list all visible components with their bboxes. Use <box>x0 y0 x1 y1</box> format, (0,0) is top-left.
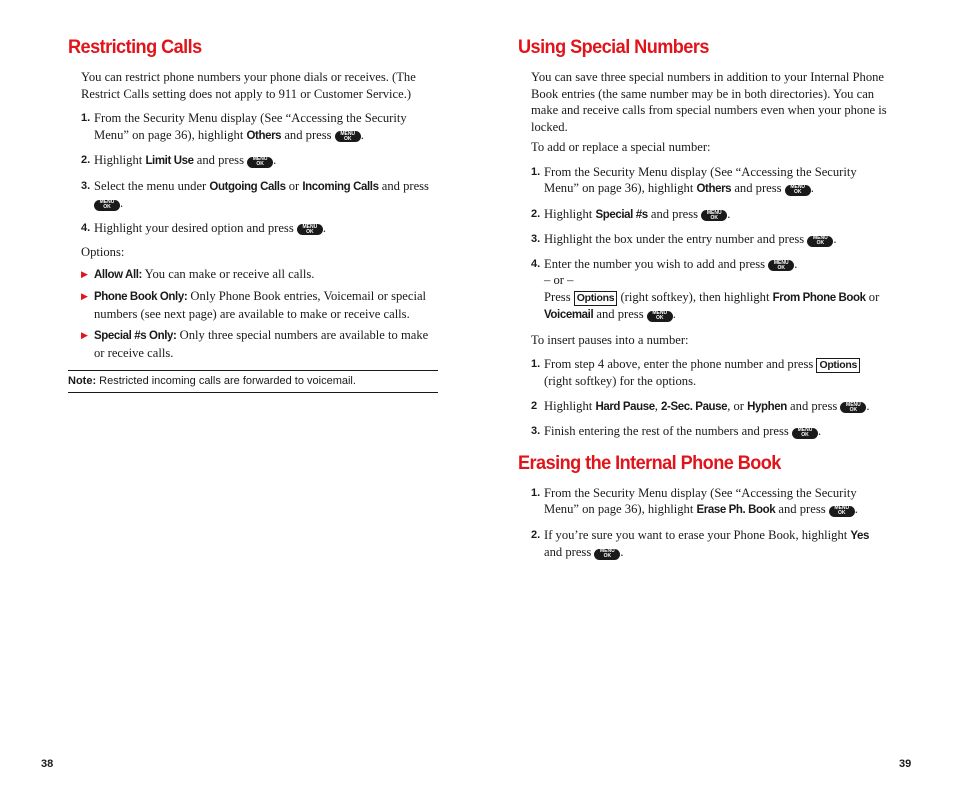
page-number-left: 38 <box>41 758 54 770</box>
note-box <box>68 370 438 393</box>
special-intro: You can save three special numbers in addition to your Internal Phone Book entries (the same number may be in both directories). You can make and receive calls from special numbers even when your phone is locked. <box>531 70 887 134</box>
pause-step-1: 1. From step 4 above, enter the phone number and press Options (right softkey) for the options. <box>518 356 888 390</box>
section-title-restricting-calls: Restricting Calls <box>68 36 202 58</box>
right-column <box>518 36 888 561</box>
menu-ok-key-icon: MENU OK <box>647 311 673 322</box>
option-allow-all: ▶ Allow All: You can make or receive all calls. <box>81 266 315 281</box>
menu-ok-key-icon: MENU OK <box>247 157 273 168</box>
triangle-bullet-icon: ▶ <box>81 291 88 301</box>
menu-ok-key-icon: MENU OK <box>94 200 120 211</box>
options-label: Options: <box>81 245 125 259</box>
menu-ok-key-icon: MENU OK <box>768 260 794 271</box>
restrict-step-3: 3. Select the menu under Outgoing Calls or Incoming Calls and press MENU OK . <box>81 178 429 210</box>
erase-step-2: 2. If you’re sure you want to erase your Phone Book, highlight Yes and press MENU OK . <box>531 527 870 559</box>
add-step-3: 3. Highlight the box under the entry number and press MENU OK . <box>531 232 837 246</box>
erase-step-1: 1. From the Security Menu display (See “Accessing the Security Menu” on page 36), highlight Erase Ph. Book and press MENU OK . <box>531 485 858 516</box>
page-number-right: 39 <box>899 758 912 770</box>
menu-ok-key-icon: MENU OK <box>807 236 833 247</box>
add-step-2: 2. Highlight Special #s and press MENU OK . <box>531 206 731 221</box>
option-phone-book-only: ▶ Phone Book Only: Only Phone Book entries, Voicemail or special numbers (see next page) are available to make or receive calls. <box>81 289 427 321</box>
menu-item-incoming-calls: Incoming Calls <box>302 180 379 193</box>
triangle-bullet-icon: ▶ <box>81 268 88 279</box>
menu-ok-key-icon: MENU OK <box>785 185 811 196</box>
pause-step-3: 3. Finish entering the rest of the numbers and press MENU OK . <box>531 424 822 438</box>
note-label: Note: <box>68 375 97 387</box>
step-number: 4. <box>81 221 91 234</box>
menu-ok-key-icon: MENU OK <box>335 131 361 142</box>
left-column <box>68 36 438 393</box>
add-step-4: 4. Enter the number you wish to add and press MENU OK . – or – Press Options (right softkey), then highlight From Phone Book or Voicemail and press MENU OK . <box>531 256 880 321</box>
menu-item-outgoing-calls: Outgoing Calls <box>209 180 286 193</box>
note-text: Restricted incoming calls are forwarded to voicemail. <box>96 375 356 387</box>
pause-intro: To insert pauses into a number: <box>531 332 689 347</box>
add-intro: To add or replace a special number: <box>531 140 711 154</box>
menu-ok-key-icon: MENU OK <box>701 210 727 221</box>
section-title-erasing-phone-book: Erasing the Internal Phone Book <box>518 451 781 474</box>
option-special-only: ▶ Special #s Only: Only three special numbers are available to make or receive calls. <box>81 328 429 360</box>
options-softkey-icon: Options <box>816 358 860 373</box>
restricting-intro: You can restrict phone numbers your phone dials or receives. (The Restrict Calls setting does not apply to 911 or Customer Service.) <box>81 70 416 101</box>
menu-ok-key-icon: MENU OK <box>297 224 323 235</box>
menu-ok-key-icon: MENU OK <box>840 402 866 413</box>
step-number: 1. <box>81 112 91 124</box>
pause-step-2: 2 Highlight Hard Pause, 2-Sec. Pause, or Hyphen and press MENU OK . <box>531 398 870 413</box>
menu-ok-key-icon: MENU OK <box>829 506 855 517</box>
triangle-bullet-icon: ▶ <box>81 330 88 340</box>
restrict-step-2: 2. Highlight Limit Use and press MENU OK . <box>81 153 277 167</box>
restrict-step-4: 4. Highlight your desired option and press MENU OK . <box>81 220 327 235</box>
add-step-1: 1. From the Security Menu display (See “Accessing the Security Menu” on page 36), highlight Others and press MENU OK . <box>531 164 857 195</box>
menu-ok-key-icon: MENU OK <box>594 549 620 560</box>
restrict-step-1: 1. From the Security Menu display (See “Accessing the Security Menu” on page 36), highlight Others and press MENU OK . <box>81 111 407 142</box>
options-softkey-icon: Options <box>574 291 618 306</box>
step-number: 2. <box>81 154 91 166</box>
menu-item-others: Others <box>246 129 282 142</box>
section-title-special-numbers: Using Special Numbers <box>518 36 709 58</box>
menu-ok-key-icon: MENU OK <box>792 428 818 439</box>
menu-item-limit-use: Limit Use <box>145 155 194 167</box>
step-number: 3. <box>81 179 91 192</box>
